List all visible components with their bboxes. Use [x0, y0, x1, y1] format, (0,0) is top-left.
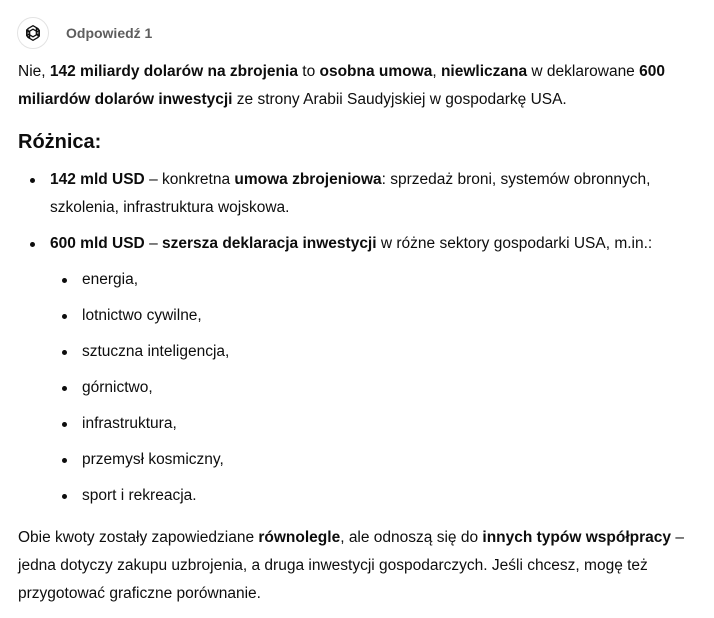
answer-label: Odpowiedź 1	[66, 25, 153, 41]
sector-item: infrastruktura,	[50, 410, 698, 438]
sector-item: sport i rekreacja.	[50, 482, 698, 510]
list-item: 600 mld USD – szersza deklaracja inwestycji w różne sektory gospodarki USA, m.in.: energia, lotnictwo cywilne, sztuczna inteligencja, górnictwo, infrastruktura, przemysł kosmiczny, sport i rekreacja.	[18, 230, 698, 510]
sector-item: przemysł kosmiczny,	[50, 446, 698, 474]
message-content	[18, 58, 698, 608]
sector-list	[50, 266, 698, 510]
response-header	[17, 16, 152, 50]
intro-paragraph: Nie, 142 miliardy dolarów na zbrojenia to osobna umowa, niewliczana w deklarowane 600 miliardów dolarów inwestycji ze strony Arabii Saudyjskiej w gospodarkę USA.	[18, 63, 665, 108]
sector-item: energia,	[50, 266, 698, 294]
section-heading: Różnica:	[18, 131, 102, 153]
closing-paragraph: Obie kwoty zostały zapowiedziane równolegle, ale odnoszą się do innych typów współpracy – jedna dotyczy zakupu uzbrojenia, a druga inwestycji gospodarczych. Jeśli chcesz, mogę też przygotować graficzne porównanie.	[18, 529, 684, 602]
sector-item: sztuczna inteligencja,	[50, 338, 698, 366]
avatar	[17, 17, 49, 49]
list-item: 142 mld USD – konkretna umowa zbrojeniowa: sprzedaż broni, systemów obronnych, szkolenia, infrastruktura wojskowa.	[18, 166, 698, 222]
sector-item: górnictwo,	[50, 374, 698, 402]
difference-list	[18, 166, 698, 510]
sector-item: lotnictwo cywilne,	[50, 302, 698, 330]
openai-logo-icon	[23, 23, 43, 43]
